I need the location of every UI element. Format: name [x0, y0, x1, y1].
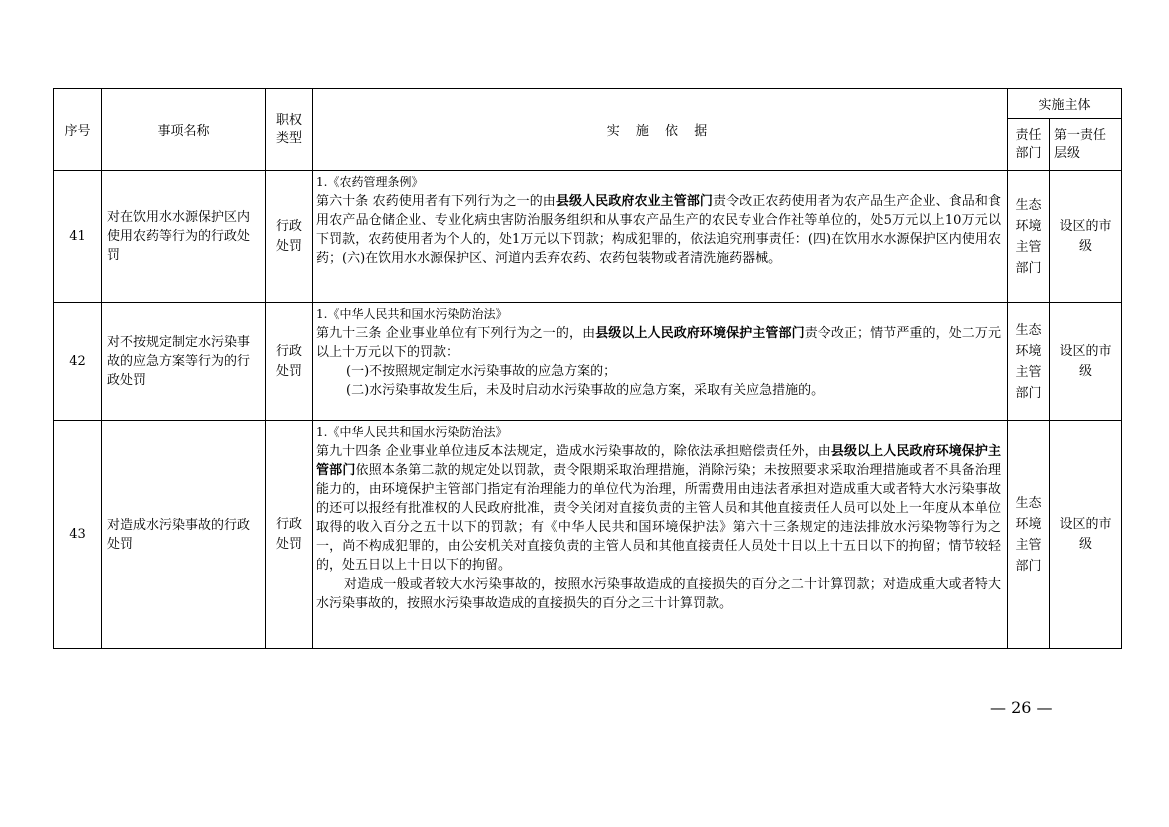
header-resp-dept-line1: 责任 — [1015, 127, 1042, 143]
header-first-level — [1050, 119, 1122, 171]
header-subject: 实施主体 — [1008, 89, 1122, 119]
basis-item-1: (一)不按照规定制定水污染事故的应急方案的； — [346, 364, 617, 379]
basis-text — [316, 192, 1001, 268]
row-power-type-line1: 行政 — [275, 218, 302, 234]
dept-line: 主管 — [1015, 364, 1042, 380]
level-line2: 级 — [1079, 363, 1093, 379]
basis-authority: 县级以上人民政府环境保护主管部门 — [595, 326, 805, 341]
enforcement-items-table — [53, 88, 1122, 649]
header-row-1 — [54, 89, 1122, 119]
row-seq: 42 — [54, 303, 102, 421]
table-row — [54, 303, 1122, 421]
row-basis — [313, 303, 1008, 421]
level-line1: 设区的市 — [1059, 218, 1112, 234]
dept-line: 环境 — [1015, 218, 1042, 234]
row-basis — [313, 171, 1008, 303]
table-row — [54, 171, 1122, 303]
row-resp-dept — [1008, 303, 1050, 421]
header-first-level-line1: 第一责任 — [1054, 127, 1107, 143]
basis-authority: 县级人民政府农业主管部门 — [555, 194, 714, 209]
basis-text-pre: 第六十条 农药使用者有下列行为之一的由 — [316, 194, 556, 209]
basis-text-pre: 第九十三条 企业事业单位有下列行为之一的，由 — [316, 326, 596, 341]
dept-line: 环境 — [1015, 343, 1042, 359]
dept-line: 生态 — [1015, 197, 1042, 213]
basis-title: 1.《中华人民共和国水污染防治法》 — [316, 425, 508, 439]
row-first-level — [1050, 421, 1122, 649]
dept-line: 部门 — [1015, 385, 1042, 401]
header-power-type-line1: 职权 — [275, 112, 302, 128]
row-power-type-line2: 处罚 — [275, 363, 302, 379]
row-first-level — [1050, 303, 1122, 421]
dept-line: 主管 — [1015, 239, 1042, 255]
level-line1: 设区的市 — [1059, 343, 1112, 359]
row-seq: 43 — [54, 421, 102, 649]
row-power-type-line2: 处罚 — [275, 238, 302, 254]
table-row — [54, 421, 1122, 649]
basis-paragraph-2: 对造成一般或者较大水污染事故的，按照水污染事故造成的直接损失的百分之二十计算罚款；对造成重大或者特大水污染事故的，按照水污染事故造成的直接损失的百分之三十计算罚款。 — [316, 577, 1001, 611]
header-basis: 实 施 依 据 — [313, 89, 1008, 171]
basis-text-pre: 第九十四条 企业事业单位违反本法规定，造成水污染事故的，除依法承担赔偿责任外，由 — [316, 444, 831, 459]
basis-text-post: 责令改正；情节严重的，处二万元以上十万元以下的罚款： — [316, 326, 1001, 360]
row-basis — [313, 421, 1008, 649]
row-resp-dept — [1008, 171, 1050, 303]
row-power-type-line2: 处罚 — [275, 536, 302, 552]
header-power-type-line2: 类型 — [275, 130, 302, 146]
header-first-level-line2: 层级 — [1054, 145, 1081, 161]
basis-text-post: 责令改正农药使用者为农产品生产企业、食品和食用农产品仓储企业、专业化病虫害防治服务组织和从事农产品生产的农民专业合作社等单位的，处5万元以上10万元以下罚款，农药使用者为个人的，处1万元以下罚款；构成犯罪的，依法追究刑事责任：(四)在饮用水水源保护区内使用农药；(六)在饮用水水源保护区、河道内丢弃农药、农药包装物或者清洗施药器械。 — [316, 194, 1001, 266]
basis-title: 1.《农药管理条例》 — [316, 175, 424, 189]
basis-title: 1.《中华人民共和国水污染防治法》 — [316, 307, 508, 321]
dept-line: 部门 — [1015, 260, 1042, 276]
dept-line: 部门 — [1015, 558, 1042, 574]
row-first-level — [1050, 171, 1122, 303]
header-power-type — [266, 89, 313, 171]
row-power-type — [266, 421, 313, 649]
basis-text-post: 依照本条第二款的规定处以罚款，责令限期采取治理措施，消除污染；未按照要求采取治理措施或者不具备治理能力的，由环境保护主管部门指定有治理能力的单位代为治理，所需费用由违法者承担对造成重大或者特大水污染事故的还可以报经有批准权的人民政府批准，责令关闭对直接负责的主管人员和其他直接责任人员可以处上一年度从本单位取得的收入百分之五十以下的罚款；有《中华人民共和国环境保护法》第六十三条规定的违法排放水污染物等行为之一，尚不构成犯罪的，由公安机关对直接负责的主管人员和其他直接责任人员处十日以上十五日以下的拘留；情节较轻的，处五日以上十日以下的拘留。 — [316, 463, 1001, 573]
page-number: — 26 — — [990, 698, 1053, 717]
level-line2: 级 — [1079, 536, 1093, 552]
row-power-type-line1: 行政 — [275, 343, 302, 359]
basis-item-2: (二)水污染事故发生后，未及时启动水污染事故的应急方案，采取有关应急措施的。 — [346, 383, 825, 398]
header-resp-dept — [1008, 119, 1050, 171]
row-item-name: 对造成水污染事故的行政处罚 — [102, 421, 266, 649]
level-line2: 级 — [1079, 238, 1093, 254]
row-item-name: 对不按规定制定水污染事故的应急方案等行为的行政处罚 — [102, 303, 266, 421]
header-seq: 序号 — [54, 89, 102, 171]
basis-text — [316, 442, 1001, 575]
basis-text — [316, 324, 1001, 362]
header-item-name: 事项名称 — [102, 89, 266, 171]
level-line1: 设区的市 — [1059, 516, 1112, 532]
row-resp-dept — [1008, 421, 1050, 649]
dept-line: 环境 — [1015, 516, 1042, 532]
dept-line: 主管 — [1015, 537, 1042, 553]
dept-line: 生态 — [1015, 495, 1042, 511]
row-seq: 41 — [54, 171, 102, 303]
header-resp-dept-line2: 部门 — [1015, 145, 1042, 161]
dept-line: 生态 — [1015, 322, 1042, 338]
row-item-name: 对在饮用水水源保护区内使用农药等行为的行政处罚 — [102, 171, 266, 303]
basis-authority: 县级以上人民政府环境保护主管部门 — [316, 444, 1001, 478]
row-power-type-line1: 行政 — [275, 516, 302, 532]
row-power-type — [266, 171, 313, 303]
row-power-type — [266, 303, 313, 421]
